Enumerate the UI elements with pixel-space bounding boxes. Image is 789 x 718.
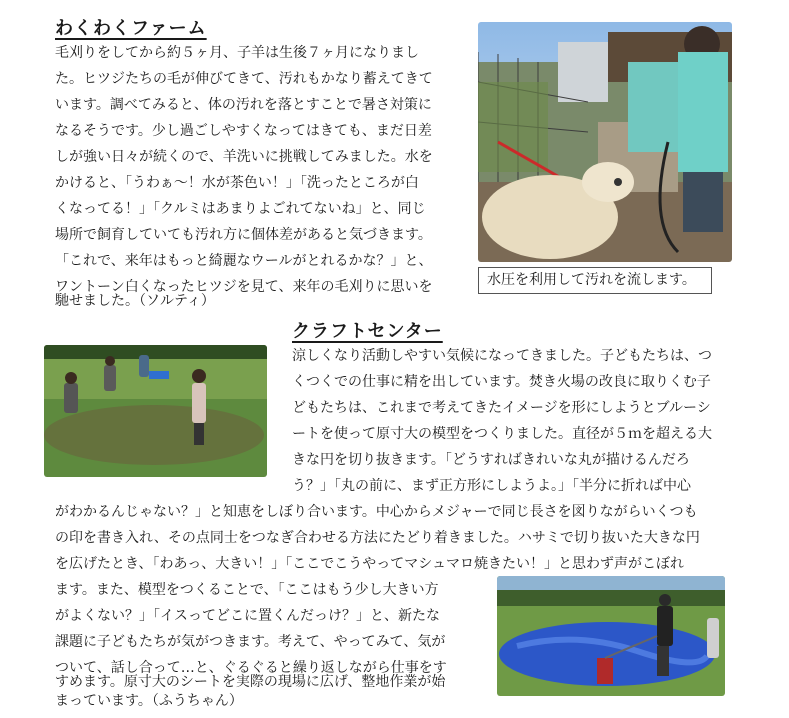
- craft-section-title: クラフトセンター: [292, 321, 443, 342]
- farm-text-line: 馳せました。（ソルティ）: [55, 293, 215, 309]
- farm-text-line: 毛刈りをしてから約５ヶ月、子羊は生後７ヶ月になりまし: [55, 45, 419, 61]
- farm-text-line: います。調べてみると、体の汚れを落とすことで暑さ対策に: [55, 97, 432, 113]
- blue-tarp-photo: [497, 576, 725, 696]
- craft-text-line: がわかるんじゃない？」と知恵をしぼり合います。中心からメジャーで同じ長さを図りながらいくつも: [55, 504, 698, 520]
- craft-text-line: どもたちは、これまで考えてきたイメージを形にしようとブルーシ: [292, 400, 711, 416]
- craft-text-line: の印を書き入れ、その点同士をつなぎ合わせる方法にたどり着きました。ハサミで切り抜いた大きな円: [55, 530, 700, 546]
- children-field-photo: [44, 345, 267, 477]
- craft-text-line: ートを使って原寸大の模型をつくりました。直径が５ｍを超える大: [292, 426, 712, 442]
- farm-section-title: わくわくファーム: [55, 18, 207, 39]
- farm-text-line: くなってる！」「クルミはあまりよごれてないね」と、同じ: [55, 201, 426, 217]
- craft-text-line: まっています。（ふうちゃん）: [55, 693, 243, 709]
- craft-text-line: がよくない？」「イスってどこに置くんだっけ？」と、新たな: [55, 608, 440, 624]
- farm-text-line: かけると、「うわぁ〜！水が茶色い！」「洗ったところが白: [55, 175, 419, 191]
- farm-text-line: た。ヒツジたちの毛が伸びてきて、汚れもかなり蓄えてきて: [55, 71, 433, 87]
- sheep-photo-caption: 水圧を利用して汚れを流します。: [478, 267, 712, 294]
- craft-text-line: くつくでの仕事に精を出しています。焚き火場の改良に取りくむ子: [292, 374, 711, 390]
- farm-text-line: ワントーン白くなったヒツジを見て、来年の毛刈りに思いを: [55, 279, 433, 295]
- farm-text-line: なるそうです。少し過ごしやすくなってはきても、まだ日差: [55, 123, 432, 139]
- craft-text-line: すめます。原寸大のシートを実際の現場に広げ、整地作業が始: [55, 674, 446, 690]
- farm-text-line: 場所で飼育していても汚れ方に個体差があると気づきます。: [55, 227, 432, 243]
- farm-text-line: 「これで、来年はもっと綺麗なウールがとれるかな？」と、: [55, 253, 433, 269]
- craft-text-line: ついて、話し合って…と、ぐるぐると繰り返しながら仕事をす: [55, 660, 447, 676]
- farm-text-line: しが強い日々が続くので、羊洗いに挑戦してみました。水を: [55, 149, 433, 165]
- craft-text-line: 涼しくなり活動しやすい気候になってきました。子どもたちは、つ: [292, 348, 712, 364]
- craft-text-line: ます。また、模型をつくることで、「ここはもう少し大きい方: [55, 582, 439, 598]
- craft-text-line: を広げたとき、「わあっ、大きい！」「ここでこうやってマシュマロ焼きたい！」と思わず声がこぼれ: [55, 556, 685, 572]
- craft-text-line: う？」「丸の前に、まず正方形にしようよ。」「半分に折れば中心: [292, 478, 691, 494]
- craft-text-line: 課題に子どもたちが気がつきます。考えて、やってみて、気が: [55, 634, 446, 650]
- sheep-washing-photo: [478, 22, 732, 262]
- craft-text-line: きな円を切り抜きます。「どうすればきれいな丸が描けるんだろ: [292, 452, 690, 468]
